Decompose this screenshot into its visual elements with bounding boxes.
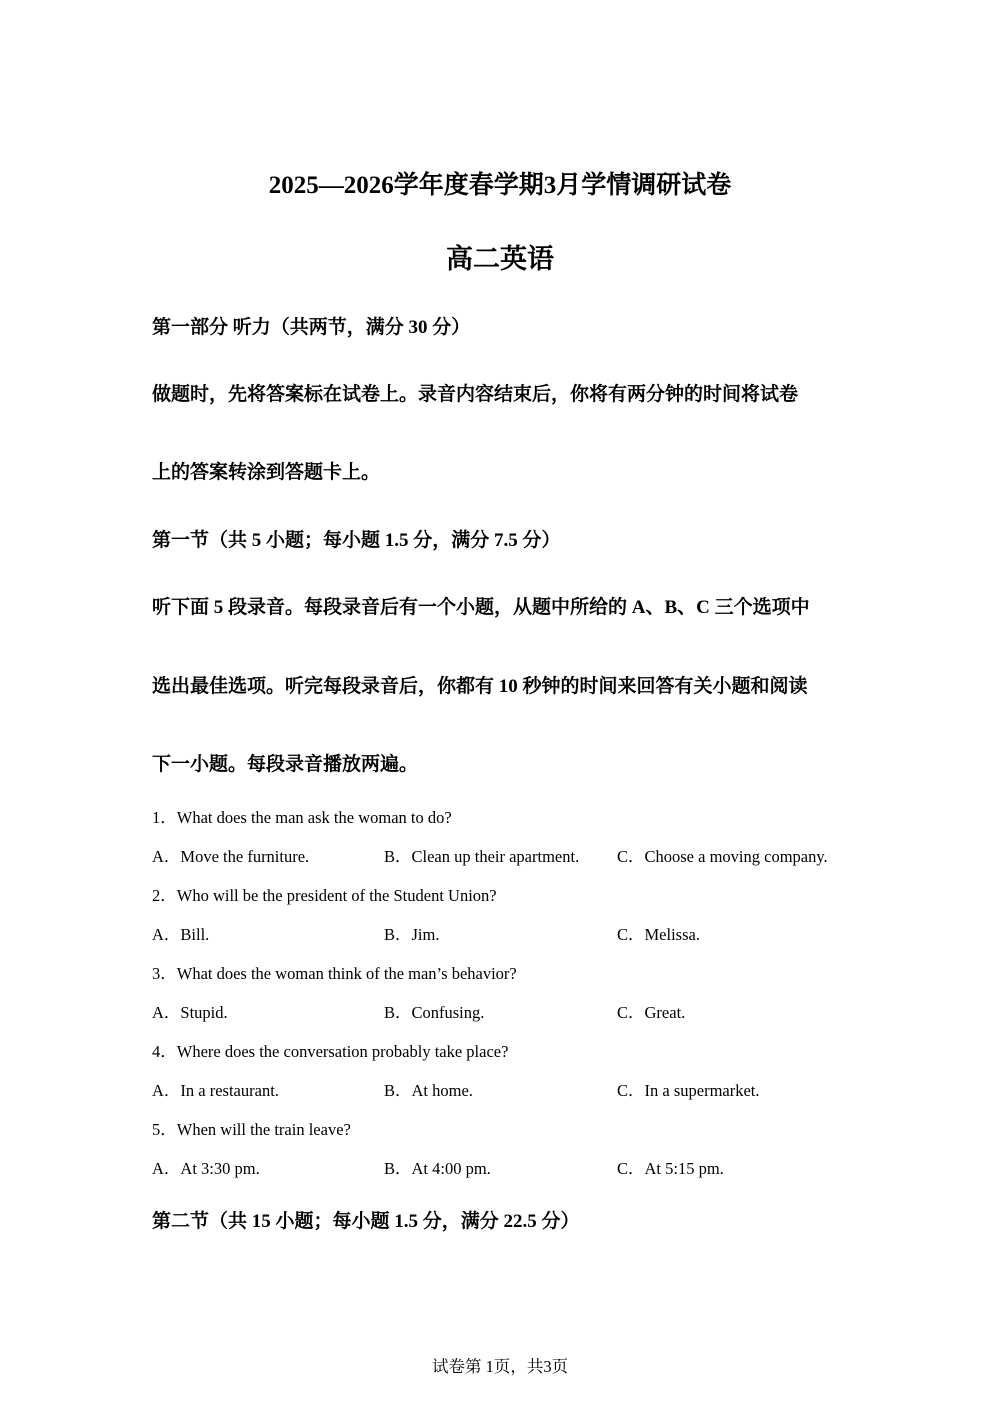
- option-a: A．Stupid.: [152, 1003, 228, 1022]
- option-a: A．At 3:30 pm.: [152, 1159, 260, 1178]
- option-c: C．In a supermarket.: [617, 1081, 760, 1100]
- part1-instruction-line: 上的答案转涂到答题卡上。: [152, 462, 381, 483]
- option-b: B．Confusing.: [384, 1003, 485, 1022]
- option-a: A．In a restaurant.: [152, 1081, 279, 1100]
- option-b: B．Jim.: [384, 925, 440, 944]
- option-b: B．At 4:00 pm.: [384, 1159, 491, 1178]
- section1-instruction-line: 选出最佳选项。听完每段录音后，你都有 10 秒钟的时间来回答有关小题和阅读: [152, 676, 808, 697]
- exam-title: 2025—2026学年度春学期3月学情调研试卷: [268, 172, 732, 199]
- option-c: C．Great.: [617, 1003, 686, 1022]
- option-b: B．At home.: [384, 1081, 473, 1100]
- section2-heading: 第二节（共 15 小题；每小题 1.5 分，满分 22.5 分）: [152, 1211, 580, 1232]
- page-number: 试卷第 1页，共3页: [431, 1357, 569, 1376]
- part1-instruction-line: 做题时，先将答案标在试卷上。录音内容结束后，你将有两分钟的时间将试卷: [152, 384, 799, 405]
- option-c: C．Melissa.: [617, 925, 700, 944]
- option-b: B．Clean up their apartment.: [384, 847, 580, 866]
- question-stem: 5．When will the train leave?: [152, 1120, 351, 1139]
- section1-instruction-line: 下一小题。每段录音播放两遍。: [152, 754, 419, 775]
- question-stem: 2．Who will be the president of the Student Union?: [152, 886, 497, 905]
- option-a: A．Move the furniture.: [152, 847, 310, 866]
- option-a: A．Bill.: [152, 925, 210, 944]
- section1-heading: 第一节（共 5 小题；每小题 1.5 分，满分 7.5 分）: [152, 530, 561, 551]
- section1-instruction-line: 听下面 5 段录音。每段录音后有一个小题，从题中所给的 A、B、C 三个选项中: [152, 597, 810, 618]
- option-c: C．At 5:15 pm.: [617, 1159, 724, 1178]
- question-stem: 1．What does the man ask the woman to do?: [152, 808, 452, 827]
- option-c: C．Choose a moving company.: [617, 847, 828, 866]
- question-stem: 3．What does the woman think of the man’s behavior?: [152, 964, 517, 983]
- subject-title: 高二英语: [446, 244, 554, 274]
- question-stem: 4．Where does the conversation probably take place?: [152, 1042, 509, 1061]
- part1-heading: 第一部分 听力（共两节，满分 30 分）: [152, 317, 471, 338]
